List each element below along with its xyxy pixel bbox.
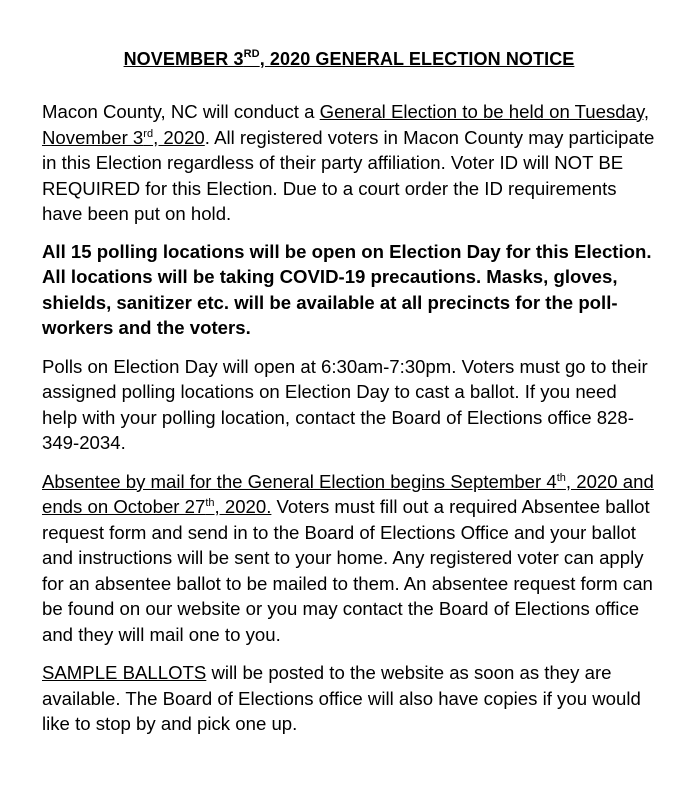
paragraph-polling-covid: All 15 polling locations will be open on Election Day for this Election. All locations will be taking COVID-19 precautions. Masks, gloves, shields, sanitizer etc. will be available at all precincts for the poll-workers and the voters. — [42, 240, 652, 338]
sample-ballots-text: SAMPLE BALLOTS — [42, 662, 207, 683]
paragraph-polling-hours: Polls on Election Day will open at 6:30am-7:30pm. Voters must go to their assigned polling locations on Election Day to cast a ballot. If you need help with your polling location, contact the Board of Elections office 828-349-2034. — [42, 355, 648, 453]
title-superscript: RD — [243, 48, 260, 60]
paragraph-text: Macon County, NC will conduct a — [42, 101, 320, 122]
paragraph-text: . All registered voters in Macon County may participate in this Election regardless of their party affiliation. Voter ID will NOT BE REQUIRED for this Election. Due to a court order the ID requirements have been put on hold. — [42, 126, 655, 224]
paragraph-sample-ballots — [42, 660, 656, 737]
paragraph-text: Voters must fill out a required Absentee ballot request form and send in to the Board of Elections Office and your ballot and instructions will be sent to your home. Any registered voter can apply for an absentee ballot to be mailed to them. An absentee request form can be found on our website or you may contact the Board of Elections office and they will mail one to you. — [42, 496, 653, 645]
title-text: NOVEMBER 3 — [123, 49, 244, 69]
notice-title — [42, 0, 656, 71]
absentee-dates-text: Absentee by mail for the General Election begins September 4th, 2020 and ends on October 27th, 2020. — [42, 470, 654, 517]
paragraph-election-info — [42, 99, 656, 227]
election-date-text: General Election to be held on Tuesday, November 3rd, 2020 — [42, 101, 650, 148]
paragraph-absentee — [42, 469, 656, 648]
title-text-rest: , 2020 GENERAL ELECTION NOTICE — [259, 49, 575, 69]
paragraph-text: will be posted to the website as soon as they are available. The Board of Elections office will also have copies if you would like to stop by and pick one up. — [42, 662, 641, 734]
